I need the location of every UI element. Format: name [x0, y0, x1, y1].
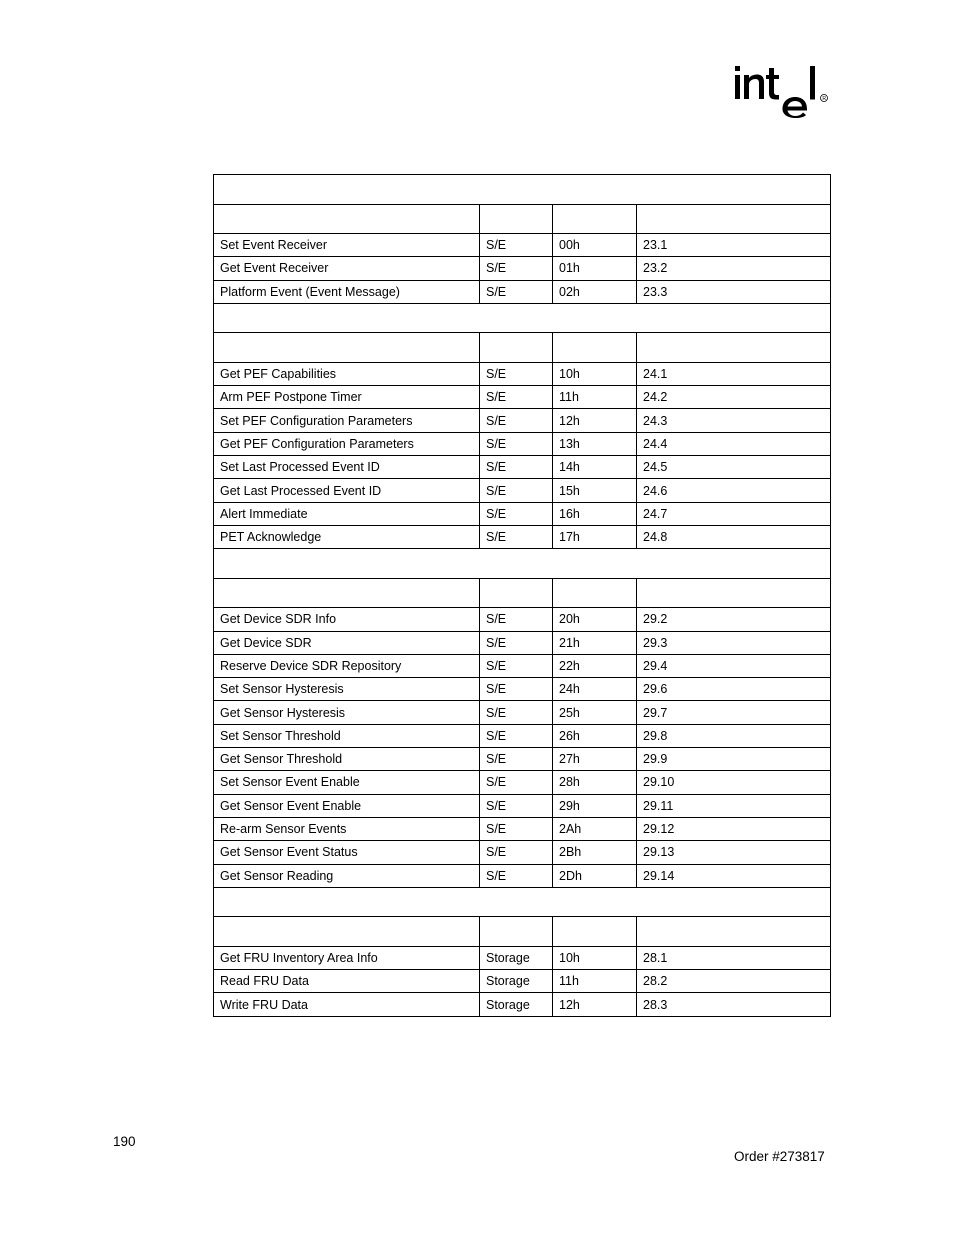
netfn-cell: S/E [480, 456, 553, 479]
section-cell: 29.10 [637, 771, 831, 794]
command-cell: Set Last Processed Event ID [214, 456, 480, 479]
column-header-cell [553, 333, 637, 363]
cmd-cell: 2Bh [553, 841, 637, 864]
column-header-cell [553, 204, 637, 234]
section-cell: 29.13 [637, 841, 831, 864]
command-cell: Get PEF Capabilities [214, 362, 480, 385]
netfn-cell: S/E [480, 409, 553, 432]
section-cell: 28.3 [637, 993, 831, 1016]
netfn-cell: S/E [480, 748, 553, 771]
cmd-cell: 2Dh [553, 864, 637, 887]
column-header-cell [214, 917, 480, 947]
table-row [214, 771, 831, 794]
page-number: 190 [113, 1134, 136, 1149]
netfn-cell: S/E [480, 257, 553, 280]
netfn-cell: S/E [480, 631, 553, 654]
section-cell: 24.2 [637, 386, 831, 409]
table-row [214, 234, 831, 257]
column-header-row [214, 204, 831, 234]
section-cell: 29.4 [637, 654, 831, 677]
section-cell: 24.8 [637, 525, 831, 548]
netfn-cell: S/E [480, 362, 553, 385]
table-row [214, 608, 831, 631]
netfn-cell: S/E [480, 794, 553, 817]
netfn-cell: Storage [480, 993, 553, 1016]
table-row [214, 456, 831, 479]
cmd-cell: 28h [553, 771, 637, 794]
section-cell: 29.11 [637, 794, 831, 817]
netfn-cell: S/E [480, 724, 553, 747]
cmd-cell: 15h [553, 479, 637, 502]
section-cell: 23.1 [637, 234, 831, 257]
cmd-cell: 12h [553, 409, 637, 432]
section-cell: 23.2 [637, 257, 831, 280]
table-row [214, 841, 831, 864]
column-header-cell [480, 333, 553, 363]
column-header-cell [637, 578, 831, 608]
command-cell: Re-arm Sensor Events [214, 817, 480, 840]
command-cell: Get FRU Inventory Area Info [214, 946, 480, 969]
table-row [214, 432, 831, 455]
command-cell: Get Last Processed Event ID [214, 479, 480, 502]
command-cell: Set PEF Configuration Parameters [214, 409, 480, 432]
command-cell: Get Sensor Reading [214, 864, 480, 887]
command-cell: Get Device SDR [214, 631, 480, 654]
column-header-cell [637, 917, 831, 947]
cmd-cell: 02h [553, 280, 637, 303]
section-cell: 29.3 [637, 631, 831, 654]
command-cell: Set Sensor Hysteresis [214, 678, 480, 701]
cmd-cell: 10h [553, 362, 637, 385]
section-header-cell [214, 303, 831, 333]
cmd-cell: 16h [553, 502, 637, 525]
command-cell: Platform Event (Event Message) [214, 280, 480, 303]
cmd-cell: 2Ah [553, 817, 637, 840]
section-cell: 29.14 [637, 864, 831, 887]
section-cell: 24.1 [637, 362, 831, 385]
column-header-cell [553, 917, 637, 947]
column-header-cell [637, 204, 831, 234]
section-cell: 29.2 [637, 608, 831, 631]
command-cell: Set Event Receiver [214, 234, 480, 257]
table-row [214, 502, 831, 525]
netfn-cell: Storage [480, 970, 553, 993]
cmd-cell: 26h [553, 724, 637, 747]
command-cell: Set Sensor Event Enable [214, 771, 480, 794]
column-header-row [214, 578, 831, 608]
table-row [214, 280, 831, 303]
netfn-cell: S/E [480, 234, 553, 257]
table-row [214, 993, 831, 1016]
netfn-cell: S/E [480, 841, 553, 864]
netfn-cell: S/E [480, 502, 553, 525]
column-header-cell [637, 333, 831, 363]
table-row [214, 946, 831, 969]
section-cell: 28.2 [637, 970, 831, 993]
command-cell: Arm PEF Postpone Timer [214, 386, 480, 409]
column-header-cell [553, 578, 637, 608]
command-cell: Get PEF Configuration Parameters [214, 432, 480, 455]
table-row [214, 257, 831, 280]
section-cell: 24.3 [637, 409, 831, 432]
section-cell: 29.9 [637, 748, 831, 771]
cmd-cell: 11h [553, 970, 637, 993]
netfn-cell: S/E [480, 280, 553, 303]
table-row [214, 362, 831, 385]
table-row [214, 479, 831, 502]
section-header-cell [214, 887, 831, 917]
netfn-cell: S/E [480, 386, 553, 409]
column-header-cell [480, 204, 553, 234]
netfn-cell: S/E [480, 817, 553, 840]
command-cell: Alert Immediate [214, 502, 480, 525]
cmd-cell: 29h [553, 794, 637, 817]
section-cell: 29.12 [637, 817, 831, 840]
cmd-cell: 14h [553, 456, 637, 479]
svg-text:R: R [822, 95, 827, 102]
command-cell: Get Sensor Threshold [214, 748, 480, 771]
netfn-cell: S/E [480, 864, 553, 887]
section-cell: 24.4 [637, 432, 831, 455]
section-cell: 28.1 [637, 946, 831, 969]
netfn-cell: S/E [480, 608, 553, 631]
column-header-cell [480, 917, 553, 947]
column-header-cell [214, 333, 480, 363]
cmd-cell: 27h [553, 748, 637, 771]
cmd-cell: 17h [553, 525, 637, 548]
cmd-cell: 00h [553, 234, 637, 257]
table-row [214, 409, 831, 432]
table-row [214, 794, 831, 817]
netfn-cell: Storage [480, 946, 553, 969]
section-cell: 29.6 [637, 678, 831, 701]
netfn-cell: S/E [480, 479, 553, 502]
column-header-row [214, 917, 831, 947]
section-header-cell [214, 175, 831, 205]
command-cell: Get Event Receiver [214, 257, 480, 280]
column-header-cell [214, 204, 480, 234]
cmd-cell: 25h [553, 701, 637, 724]
section-header-row [214, 175, 831, 205]
section-cell: 24.7 [637, 502, 831, 525]
intel-logo [733, 60, 833, 118]
section-cell: 23.3 [637, 280, 831, 303]
table-row [214, 864, 831, 887]
command-cell: Get Sensor Event Status [214, 841, 480, 864]
command-table [213, 174, 831, 1017]
cmd-cell: 10h [553, 946, 637, 969]
table-row [214, 817, 831, 840]
section-cell: 24.6 [637, 479, 831, 502]
cmd-cell: 22h [553, 654, 637, 677]
netfn-cell: S/E [480, 701, 553, 724]
command-table-body [214, 175, 831, 1017]
command-cell: Set Sensor Threshold [214, 724, 480, 747]
netfn-cell: S/E [480, 525, 553, 548]
cmd-cell: 21h [553, 631, 637, 654]
netfn-cell: S/E [480, 432, 553, 455]
column-header-cell [214, 578, 480, 608]
section-header-row [214, 303, 831, 333]
table-row [214, 654, 831, 677]
command-cell: Reserve Device SDR Repository [214, 654, 480, 677]
command-cell: Get Device SDR Info [214, 608, 480, 631]
cmd-cell: 12h [553, 993, 637, 1016]
cmd-cell: 24h [553, 678, 637, 701]
table-row [214, 678, 831, 701]
command-cell: Read FRU Data [214, 970, 480, 993]
section-header-row [214, 549, 831, 579]
table-row [214, 701, 831, 724]
cmd-cell: 20h [553, 608, 637, 631]
section-header-row [214, 887, 831, 917]
section-cell: 24.5 [637, 456, 831, 479]
intel-logo-icon [733, 60, 833, 118]
netfn-cell: S/E [480, 654, 553, 677]
cmd-cell: 01h [553, 257, 637, 280]
command-cell: Get Sensor Event Enable [214, 794, 480, 817]
table-row [214, 631, 831, 654]
cmd-cell: 13h [553, 432, 637, 455]
command-cell: Get Sensor Hysteresis [214, 701, 480, 724]
cmd-cell: 11h [553, 386, 637, 409]
table-row [214, 386, 831, 409]
netfn-cell: S/E [480, 771, 553, 794]
section-cell: 29.8 [637, 724, 831, 747]
command-cell: Write FRU Data [214, 993, 480, 1016]
netfn-cell: S/E [480, 678, 553, 701]
table-row [214, 970, 831, 993]
section-header-cell [214, 549, 831, 579]
order-number: Order #273817 [734, 1149, 825, 1164]
section-cell: 29.7 [637, 701, 831, 724]
command-cell: PET Acknowledge [214, 525, 480, 548]
column-header-row [214, 333, 831, 363]
column-header-cell [480, 578, 553, 608]
table-row [214, 748, 831, 771]
table-row [214, 525, 831, 548]
table-row [214, 724, 831, 747]
